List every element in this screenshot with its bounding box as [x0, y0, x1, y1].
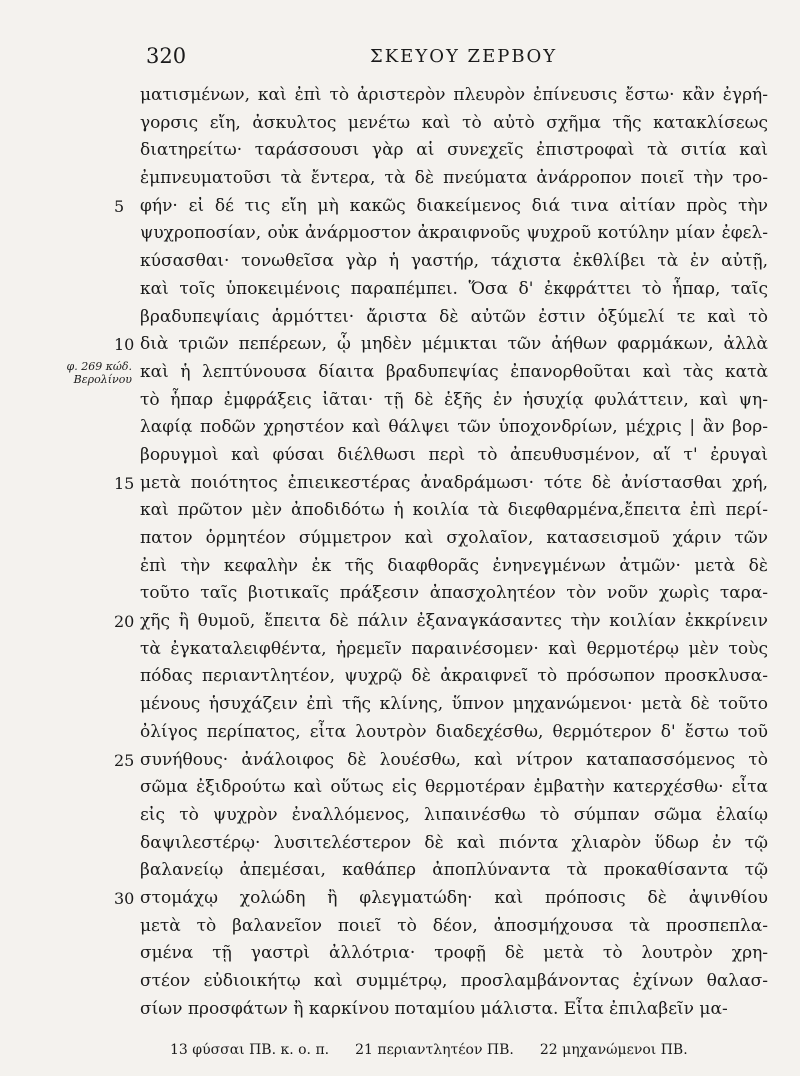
text-line-content: ἐμπνευματοῦσι τὰ ἔντερα, τὰ δὲ πνεύματα ἀνάρροπον ποιεῖ τὴν τρο-: [140, 168, 768, 189]
text-line-content: σῶμα ἐξιδρούτω καὶ οὕτως εἰς θερμοτέραν ἐμβατὴν κατερχέσθω· εἶτα: [140, 777, 768, 798]
text-line-content: διὰ τριῶν πεπέρεων, ᾧ μηδὲν μέμικται τῶν ἀήθων φαρμάκων, ἀλλὰ: [140, 334, 768, 355]
page-header: [0, 44, 800, 74]
text-line: [114, 608, 768, 636]
text-line: [140, 442, 768, 470]
line-number: 10: [114, 335, 135, 355]
text-line: [140, 359, 768, 387]
text-line-content: σμένα τῇ γαστρὶ ἀλλότρια· τροφῇ δὲ μετὰ τὸ λουτρὸν χρη-: [140, 943, 768, 964]
text-line: [140, 636, 768, 664]
line-number: 5: [114, 196, 125, 216]
line-number: 30: [114, 888, 135, 908]
text-line: [140, 580, 768, 608]
text-line-content: στέον εὐδιοικήτῳ καὶ συμμέτρῳ, προσλαμβάνοντας ἐχίνων θαλασ-: [140, 971, 768, 991]
text-line: [140, 220, 768, 248]
text-line-content: κύσασθαι· τονωθεῖσα γὰρ ἡ γαστήρ, τάχιστα ἐκθλίβει τὰ ἐν αὐτῇ,: [140, 251, 768, 272]
text-line: [140, 387, 768, 415]
text-line-content: πατον ὁρμητέον σύμμετρον καὶ σχολαῖον, κατασεισμοῦ χάριν τῶν: [140, 528, 768, 548]
text-line: [140, 553, 768, 581]
line-number: 15: [114, 473, 135, 493]
text-line: [140, 82, 768, 110]
footnote: 21 περιαντλητέον ΠΒ.: [355, 1042, 514, 1058]
text-line-content: τὰ ἐγκαταλειφθέντα, ἠρεμεῖν παραινέσομεν· καὶ θερμοτέρῳ μὲν τοὺς: [140, 638, 768, 659]
text-line-content: γορσις εἴη, ἀσκυλτος μενέτω καὶ τὸ αὐτὸ σχῆμα τῆς κατακλίσεως: [140, 112, 768, 133]
running-head: ΣΚΕΥΟΥ ΖΕΡΒΟΥ: [370, 46, 558, 67]
text-line-content: πόδας περιαντλητέον, ψυχρῷ δὲ ἀκραιφνεῖ τὸ πρόσωπον προσκλυσα-: [140, 666, 768, 687]
text-line-content: εἰς τὸ ψυχρὸν ἐναλλόμενος, λιπαινέσθω τὸ σύμπαν σῶμα ἐλαίῳ: [140, 804, 768, 825]
text-line-content: μετὰ τὸ βαλανεῖον ποιεῖ τὸ δέον, ἀποσμήχουσα τὰ προσπεπλα-: [140, 915, 768, 936]
text-line-content: τοῦτο ταῖς βιοτικαῖς πράξεσιν ἀπασχολητέον τὸν νοῦν χωρὶς ταρα-: [140, 583, 768, 604]
text-line-content: βορυγμοὶ καὶ φύσαι διέλθωσι περὶ τὸ ἀπευθυσμένον, αἵ τ' ἐρυγαὶ: [140, 444, 768, 465]
text-line: [114, 331, 768, 359]
text-line: [140, 968, 768, 996]
text-line: [140, 414, 768, 442]
text-line-content: διατηρείτω· ταράσσουσι γὰρ αἱ συνεχεῖς ἐπιστροφαὶ τὰ σιτία καὶ: [140, 140, 768, 161]
text-line: [140, 276, 768, 304]
text-line-content: ἐπὶ τὴν κεφαλὴν ἐκ τῆς διαφθορᾶς ἐνηνεγμένων ἀτμῶν· μετὰ δὲ: [140, 555, 768, 576]
text-line: [140, 691, 768, 719]
text-line: [140, 525, 768, 553]
text-line-content: καὶ πρῶτον μὲν ἀποδιδότω ἡ κοιλία τὰ διεφθαρμένα,ἔπειτα ἐπὶ περί-: [140, 500, 768, 521]
text-line: [140, 497, 768, 525]
margin-note: φ. 269 κώδ. Βερολίνου: [66, 360, 132, 386]
text-line: [140, 165, 768, 193]
line-number: 25: [114, 750, 135, 770]
text-line: [114, 193, 768, 221]
text-line: [140, 248, 768, 276]
text-line: [140, 913, 768, 941]
text-line-content: δαψιλεστέρῳ· λυσιτελέστερον δὲ καὶ πιόντα χλιαρὸν ὕδωρ ἐν τῷ: [140, 832, 768, 853]
text-line: [140, 996, 768, 1024]
text-line-content: βαλανείῳ ἀπεμέσαι, καθάπερ ἀποπλύναντα τὰ προκαθίσαντα τῷ: [140, 860, 768, 881]
text-line: [140, 940, 768, 968]
text-line-content: φήν· εἰ δέ τις εἴη μὴ κακῶς διακείμενος διά τινα αἰτίαν πρὸς τὴν: [140, 195, 768, 216]
text-line: [140, 304, 768, 332]
text-line: [114, 747, 768, 775]
footnote: 22 μηχανώμενοι ΠΒ.: [539, 1042, 688, 1058]
text-line: [140, 110, 768, 138]
text-line-content: ὀλίγος περίπατος, εἶτα λουτρὸν διαδεχέσθω, θερμότερον δ' ἔστω τοῦ: [140, 721, 768, 742]
text-line: [140, 663, 768, 691]
text-line: [140, 830, 768, 858]
text-line-content: λαφίᾳ ποδῶν χρηστέον καὶ θάλψει τῶν ὑποχονδρίων, μέχρις | ἂν βορ-: [140, 417, 768, 438]
text-line-content: μετὰ ποιότητος ἐπιεικεστέρας ἀναδράμωσι· τότε δὲ ἀνίστασθαι χρή,: [140, 472, 768, 493]
text-line: [140, 802, 768, 830]
text-line-content: τὸ ἧπαρ ἐμφράξεις ἰᾶται· τῇ δὲ ἑξῆς ἐν ἡσυχίᾳ φυλάττειν, καὶ ψη-: [140, 389, 768, 410]
text-line: [114, 470, 768, 498]
text-line-content: καὶ τοῖς ὑποκειμένοις παραπέμπει. Ὅσα δ' ἐκφράττει τὸ ἧπαρ, ταῖς: [140, 278, 768, 299]
text-line-content: ψυχροποσίαν, οὐκ ἀνάρμοστον ἀκραιφνοῦς ψυχροῦ κοτύλην μίαν ἐφελ-: [140, 223, 768, 244]
line-number: 20: [114, 612, 135, 632]
critical-apparatus: [170, 1042, 770, 1058]
text-line: [114, 885, 768, 913]
text-line-content: στομάχῳ χολώδη ἢ φλεγματώδη· καὶ πρόποσις δὲ ἀψινθίου: [140, 887, 768, 908]
text-line-content: χῆς ἢ θυμοῦ, ἔπειτα δὲ πάλιν ἐξαναγκάσαντες τὴν κοιλίαν ἐκκρίνειν: [140, 611, 768, 632]
text-line-content: ματισμένων, καὶ ἐπὶ τὸ ἀριστερὸν πλευρὸν ἐπίνευσις ἔστω· κἂν ἐγρή-: [140, 85, 768, 105]
text-line-content: βραδυπεψίαις ἁρμόττει· ἄριστα δὲ αὐτῶν ἐστιν ὀξύμελί τε καὶ τὸ: [140, 306, 768, 327]
text-line: [140, 719, 768, 747]
text-line-content: σίων προσφάτων ἢ καρκίνου ποταμίου μάλιστα. Εἶτα ἐπιλαβεῖν μα-: [140, 998, 728, 1019]
text-line: [140, 774, 768, 802]
text-line-content: καὶ ἡ λεπτύνουσα δίαιτα βραδυπεψίας ἐπανορθοῦται καὶ τὰς κατὰ: [140, 361, 768, 382]
main-text: [114, 82, 768, 1023]
page-number: 320: [146, 44, 187, 68]
text-line: [140, 137, 768, 165]
text-line-content: συνήθους· ἀνάλοιφος δὲ λουέσθω, καὶ νίτρον καταπασσόμενος τὸ: [140, 749, 768, 770]
text-line-content: μένους ἡσυχάζειν ἐπὶ τῆς κλίνης, ὕπνον μηχανώμενοι· μετὰ δὲ τοῦτο: [140, 694, 768, 715]
text-line: [140, 857, 768, 885]
footnote: 13 φύσσαι ΠΒ. κ. ο. π.: [170, 1042, 330, 1058]
